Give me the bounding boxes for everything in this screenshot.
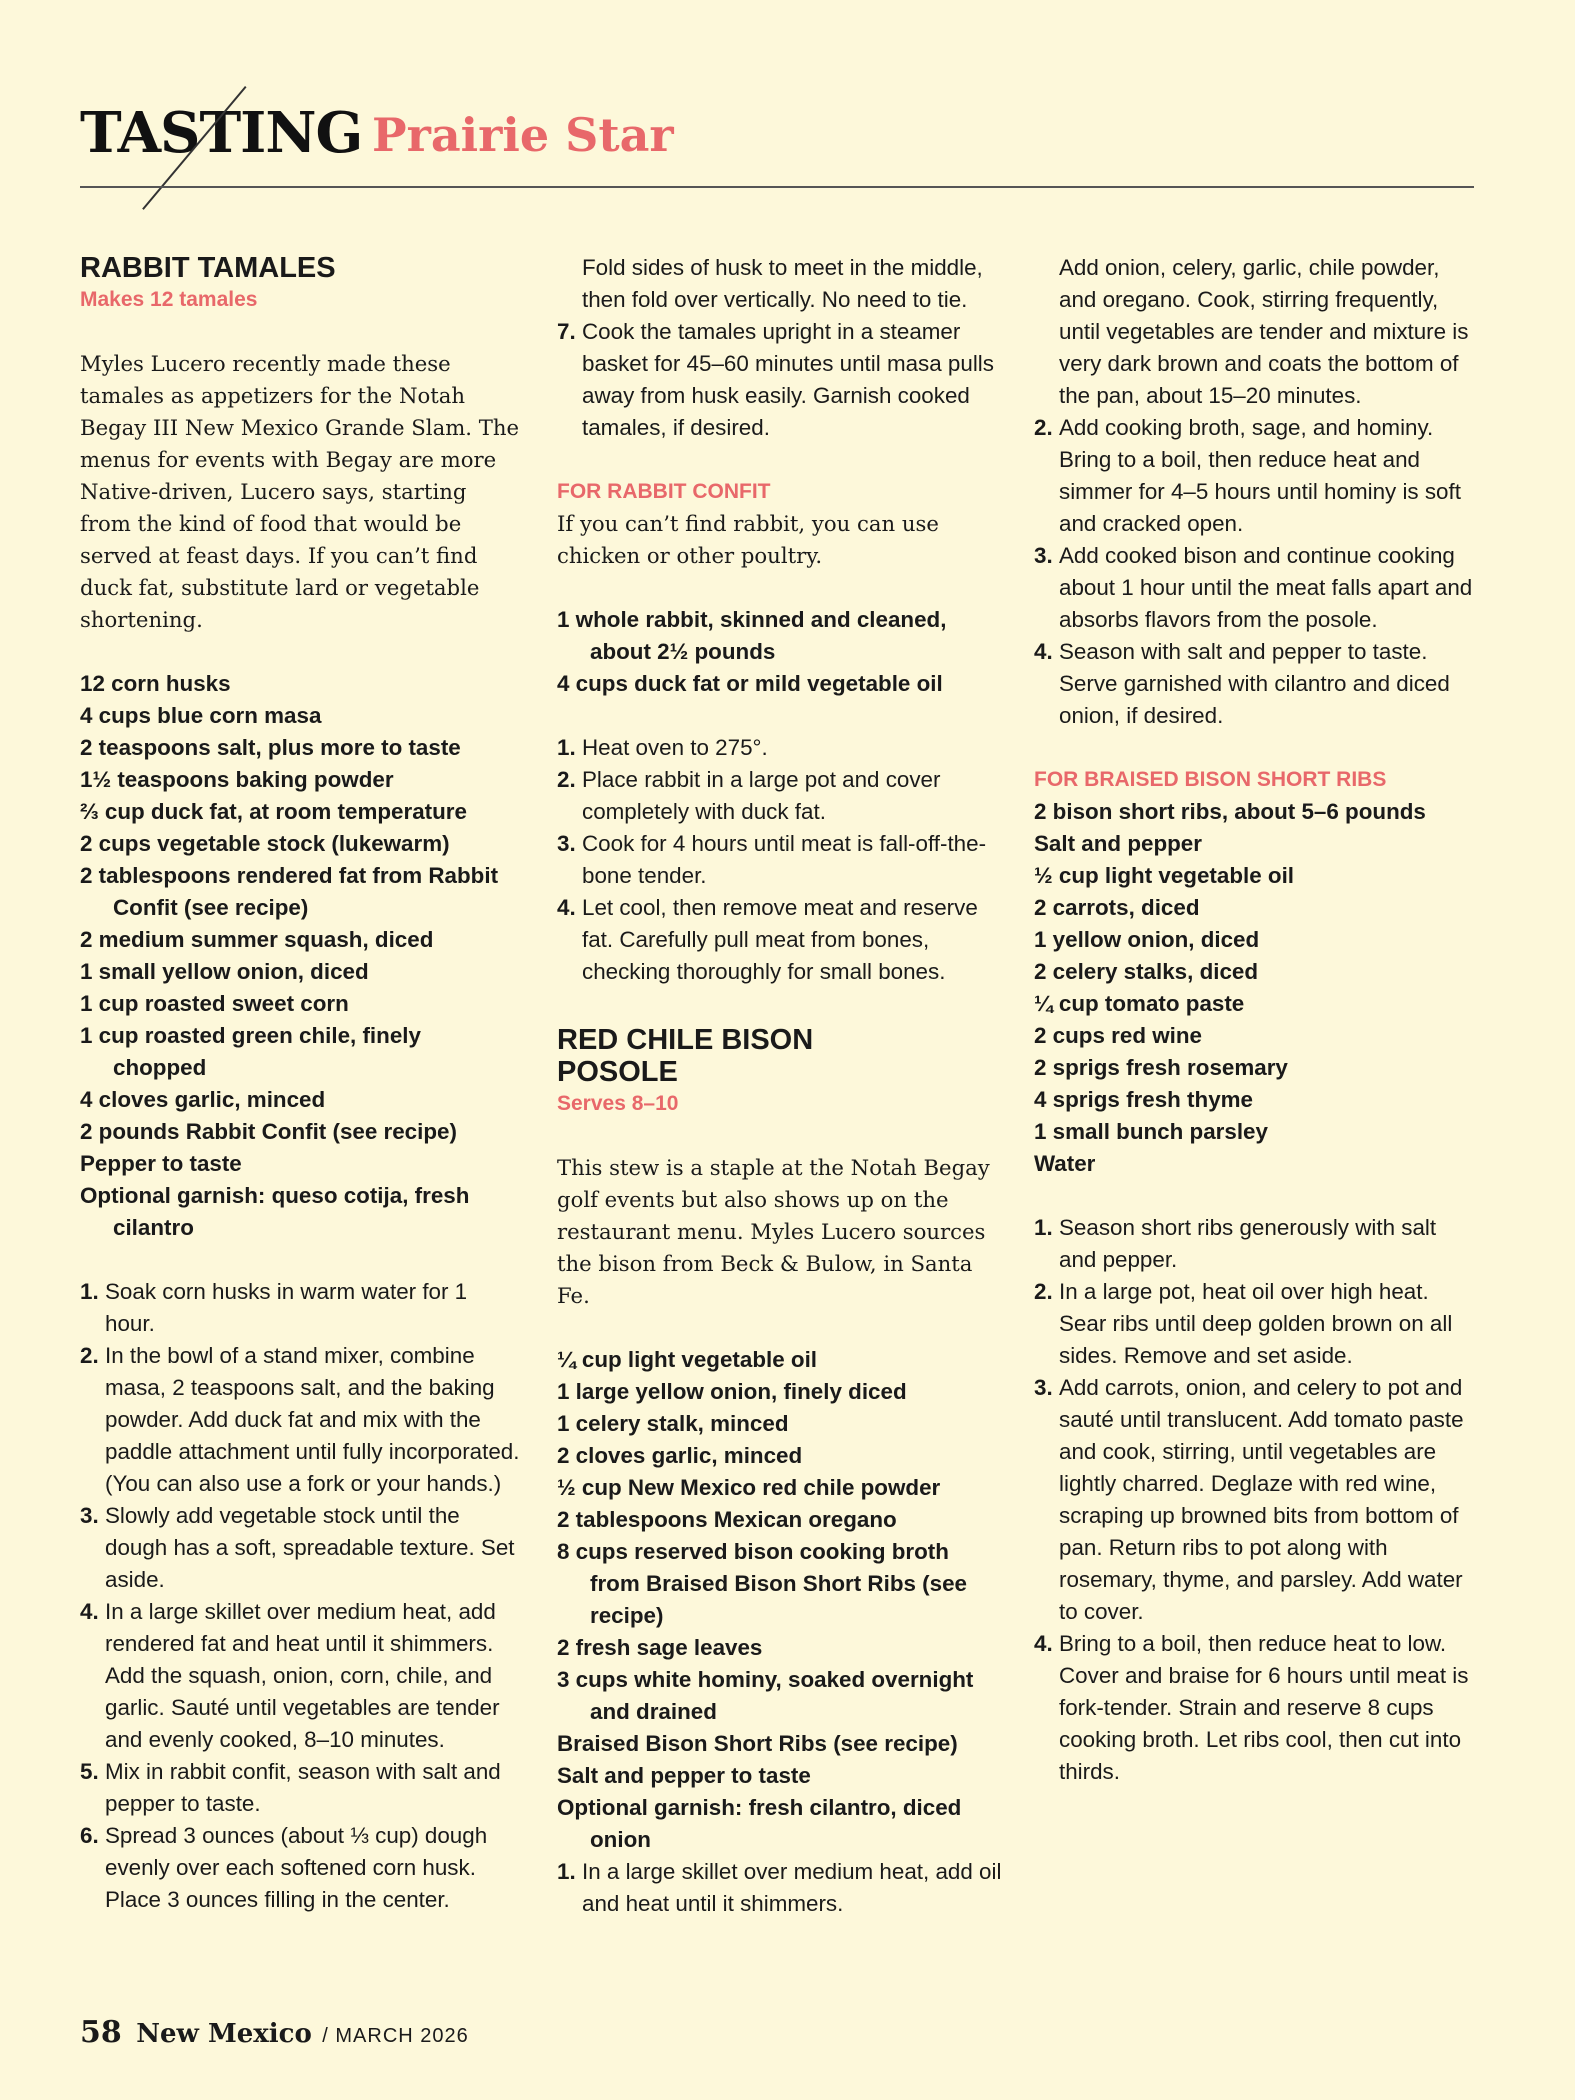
page-footer xyxy=(80,2015,469,2050)
step-list xyxy=(1034,1212,1474,1788)
subrecipe-heading-short-ribs: FOR BRAISED BISON SHORT RIBS xyxy=(1034,768,1387,791)
step-list xyxy=(557,316,1002,444)
ingredient: ½ cup New Mexico red chile powder xyxy=(557,1475,941,1500)
ingredient-list xyxy=(557,1344,1002,1856)
ingredient: 2 tablespoons rendered fat from Rabbit Confit (see recipe) xyxy=(80,863,499,920)
ingredient: 4 cloves garlic, minced xyxy=(80,1087,326,1112)
ingredient: ½ cup light vegetable oil xyxy=(1034,863,1295,888)
step-number: 2. xyxy=(80,1343,99,1368)
page-number: 58 xyxy=(80,2015,122,2050)
ingredient: ⅔ cup duck fat, at room temperature xyxy=(80,799,467,824)
ingredient: 1 large yellow onion, finely diced xyxy=(557,1379,907,1404)
step xyxy=(80,1756,520,1820)
ingredient: 4 cups duck fat or mild vegetable oil xyxy=(557,671,943,696)
ingredient: 1 whole rabbit, skinned and cleaned, about 2½ pounds xyxy=(557,607,947,664)
step-text: Add cooked bison and continue cooking about 1 hour until the meat falls apart and absorbs flavors from the posole. xyxy=(1059,543,1473,632)
step-number: 1. xyxy=(80,1279,99,1304)
step-text: Cook the tamales upright in a steamer basket for 45–60 minutes until masa pulls away from husk easily. Garnish cooked tamales, if desired. xyxy=(582,319,994,440)
column-2 xyxy=(557,252,1002,1920)
ingredient: Salt and pepper to taste xyxy=(557,1763,811,1788)
step xyxy=(80,1596,520,1756)
step-number: 2. xyxy=(1034,1279,1053,1304)
step xyxy=(557,316,1002,444)
recipe-title-posole xyxy=(557,1024,1002,1088)
ingredient: Optional garnish: queso cotija, fresh cilantro xyxy=(80,1183,470,1240)
step-number: 1. xyxy=(557,1859,576,1884)
magazine-name: New Mexico xyxy=(136,2019,312,2049)
header-rule xyxy=(80,186,1474,188)
step xyxy=(1034,540,1474,636)
step-continuation: Fold sides of husk to meet in the middle, then fold over vertically. No need to tie. xyxy=(582,255,983,312)
ingredient: Optional garnish: fresh cilantro, diced onion xyxy=(557,1795,962,1852)
ingredient: 1 celery stalk, minced xyxy=(557,1411,789,1436)
step-number: 1. xyxy=(557,735,576,760)
step xyxy=(1034,1372,1474,1628)
step-number: 3. xyxy=(1034,543,1053,568)
step-number: 6. xyxy=(80,1823,99,1848)
ingredient: 8 cups reserved bison cooking broth from Braised Bison Short Ribs (see recipe) xyxy=(557,1539,967,1628)
recipe-intro: Myles Lucero recently made these tamales as appetizers for the Notah Begay III New Mexico Grande Slam. The menus for events with Begay are more Native-driven, Lucero says, starting from the kind of food that would be served at feast days. If you can’t find duck fat, substitute lard or vegetable shortening. xyxy=(80,351,520,632)
ingredient: 2 sprigs fresh rosemary xyxy=(1034,1055,1288,1080)
issue-date: / MARCH 2026 xyxy=(322,2025,469,2047)
step-number: 4. xyxy=(557,895,576,920)
ingredient: 12 corn husks xyxy=(80,671,231,696)
step-number: 2. xyxy=(557,767,576,792)
ingredient-list xyxy=(557,604,1002,700)
ingredient: 2 teaspoons salt, plus more to taste xyxy=(80,735,461,760)
step-number: 3. xyxy=(557,831,576,856)
ingredient: Water xyxy=(1034,1151,1096,1176)
step-number: 3. xyxy=(80,1503,99,1528)
step xyxy=(80,1340,520,1500)
step-text: Heat oven to 275°. xyxy=(582,735,768,760)
ingredient: 4 cups blue corn masa xyxy=(80,703,322,728)
recipe-intro: This stew is a staple at the Notah Begay golf events but also shows up on the restaurant menu. Myles Lucero sources the bison from Beck & Bulow, in Santa Fe. xyxy=(557,1155,990,1308)
step-continuation: Add onion, celery, garlic, chile powder, and oregano. Cook, stirring frequently, until vegetables are tender and mixture is very dark brown and coats the bottom of the pan, about 15–20 minutes. xyxy=(1059,255,1469,408)
step xyxy=(557,764,1002,828)
ingredient: 1 cup roasted green chile, finely chopped xyxy=(80,1023,421,1080)
ingredient: 2 cups vegetable stock (lukewarm) xyxy=(80,831,450,856)
ingredient: 2 carrots, diced xyxy=(1034,895,1200,920)
ingredient: ¼ cup tomato paste xyxy=(1034,991,1245,1016)
ingredient: Salt and pepper xyxy=(1034,831,1202,856)
step-list xyxy=(557,1856,1002,1920)
step xyxy=(1034,412,1474,540)
step-number: 3. xyxy=(1034,1375,1053,1400)
recipe-title-line: POSOLE xyxy=(557,1056,678,1088)
ingredient: 2 medium summer squash, diced xyxy=(80,927,434,952)
ingredient: Pepper to taste xyxy=(80,1151,242,1176)
ingredient: 1 cup roasted sweet corn xyxy=(80,991,349,1016)
recipe-title-line: RED CHILE BISON xyxy=(557,1024,814,1056)
subrecipe-intro: If you can’t find rabbit, you can use chicken or other poultry. xyxy=(557,511,939,568)
column-1 xyxy=(80,252,520,1916)
ingredient: 1 small bunch parsley xyxy=(1034,1119,1268,1144)
step xyxy=(80,1500,520,1596)
step-text: Place rabbit in a large pot and cover completely with duck fat. xyxy=(582,767,941,824)
step-number: 4. xyxy=(1034,1631,1053,1656)
step xyxy=(557,1856,1002,1920)
ingredient: 2 tablespoons Mexican oregano xyxy=(557,1507,897,1532)
step xyxy=(1034,1628,1474,1788)
step xyxy=(557,828,1002,892)
step-number: 7. xyxy=(557,319,576,344)
ingredient: 1½ teaspoons baking powder xyxy=(80,767,394,792)
step-text: Add carrots, onion, and celery to pot and sauté until translucent. Add tomato paste and cook, stirring, until vegetables are lightly charred. Deglaze with red wine, scraping up browned bits from bottom of pan. Return ribs to pot along with rosemary, thyme, and parsley. Add water to cover. xyxy=(1059,1375,1464,1624)
step-text: Spread 3 ounces (about ⅓ cup) dough evenly over each softened corn husk. Place 3 ounces filling in the center. xyxy=(105,1823,488,1912)
ingredient: ¼ cup light vegetable oil xyxy=(557,1347,818,1372)
ingredient-list xyxy=(80,668,520,1244)
step-number: 5. xyxy=(80,1759,99,1784)
ingredient: 2 fresh sage leaves xyxy=(557,1635,763,1660)
ingredient: 2 pounds Rabbit Confit (see recipe) xyxy=(80,1119,457,1144)
step-text: In a large skillet over medium heat, add oil and heat until it shimmers. xyxy=(582,1859,1002,1916)
step-number: 4. xyxy=(80,1599,99,1624)
ingredient: Braised Bison Short Ribs (see recipe) xyxy=(557,1731,958,1756)
step-number: 1. xyxy=(1034,1215,1053,1240)
step-text: Mix in rabbit confit, season with salt and pepper to taste. xyxy=(105,1759,501,1816)
step xyxy=(557,732,1002,764)
section-title: TASTING xyxy=(80,100,363,166)
step-text: Cook for 4 hours until meat is fall-off-the-bone tender. xyxy=(582,831,987,888)
column-name: Prairie Star xyxy=(372,108,674,162)
subrecipe-heading-rabbit-confit: FOR RABBIT CONFIT xyxy=(557,480,771,503)
column-3 xyxy=(1034,252,1474,1788)
step xyxy=(1034,1212,1474,1276)
step-number: 4. xyxy=(1034,639,1053,664)
step xyxy=(80,1276,520,1340)
ingredient: 1 yellow onion, diced xyxy=(1034,927,1260,952)
step-list xyxy=(80,1276,520,1916)
step-text: In a large skillet over medium heat, add rendered fat and heat until it shimmers. Add the squash, onion, corn, chile, and garlic. Sauté until vegetables are tender and evenly cooked, 8–10 minutes. xyxy=(105,1599,500,1752)
step xyxy=(557,892,1002,988)
step-number: 2. xyxy=(1034,415,1053,440)
ingredient: 2 celery stalks, diced xyxy=(1034,959,1259,984)
step-list xyxy=(1034,412,1474,732)
ingredient: 1 small yellow onion, diced xyxy=(80,959,369,984)
step-text: Let cool, then remove meat and reserve fat. Carefully pull meat from bones, checking thoroughly for small bones. xyxy=(582,895,978,984)
recipe-yield: Makes 12 tamales xyxy=(80,288,258,311)
step-text: In the bowl of a stand mixer, combine masa, 2 teaspoons salt, and the baking powder. Add duck fat and mix with the paddle attachment until fully incorporated. (You can also use a fork or your hands.) xyxy=(105,1343,520,1496)
recipe-yield: Serves 8–10 xyxy=(557,1092,679,1115)
step-text: In a large pot, heat oil over high heat. Sear ribs until deep golden brown on all sides. Remove and set aside. xyxy=(1059,1279,1453,1368)
step xyxy=(1034,1276,1474,1372)
step-text: Slowly add vegetable stock until the dough has a soft, spreadable texture. Set aside. xyxy=(105,1503,515,1592)
step-text: Bring to a boil, then reduce heat to low. Cover and braise for 6 hours until meat is fork-tender. Strain and reserve 8 cups cooking broth. Let ribs cool, then cut into thirds. xyxy=(1059,1631,1469,1784)
step xyxy=(80,1820,520,1916)
ingredient: 3 cups white hominy, soaked overnight and drained xyxy=(557,1667,974,1724)
step-text: Add cooking broth, sage, and hominy. Bring to a boil, then reduce heat and simmer for 4–5 hours until hominy is soft and cracked open. xyxy=(1059,415,1461,536)
ingredient-list xyxy=(1034,796,1474,1180)
ingredient: 4 sprigs fresh thyme xyxy=(1034,1087,1254,1112)
step-text: Soak corn husks in warm water for 1 hour. xyxy=(105,1279,468,1336)
step-text: Season with salt and pepper to taste. Serve garnished with cilantro and diced onion, if desired. xyxy=(1059,639,1450,728)
ingredient: 2 cloves garlic, minced xyxy=(557,1443,803,1468)
step-text: Season short ribs generously with salt and pepper. xyxy=(1059,1215,1437,1272)
ingredient: 2 bison short ribs, about 5–6 pounds xyxy=(1034,799,1426,824)
step-list xyxy=(557,732,1002,988)
ingredient: 2 cups red wine xyxy=(1034,1023,1202,1048)
recipe-title-rabbit-tamales: RABBIT TAMALES xyxy=(80,252,336,284)
step xyxy=(1034,636,1474,732)
